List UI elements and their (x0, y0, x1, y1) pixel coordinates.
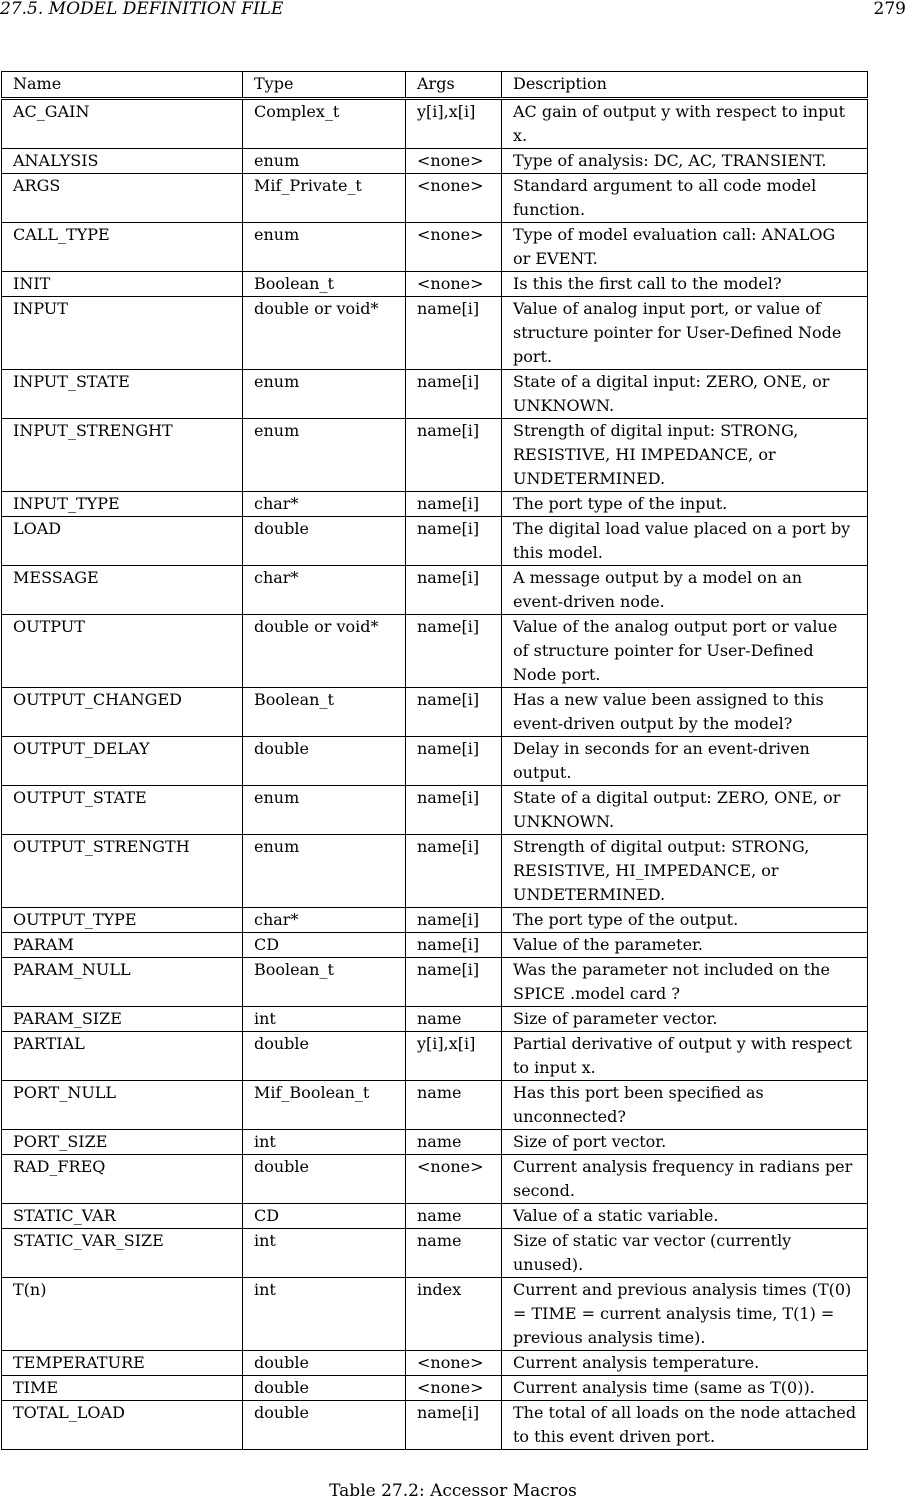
cell-description: Current analysis temperature. (502, 1351, 868, 1376)
table-row (2, 958, 868, 1007)
cell-name: OUTPUT_CHANGED (2, 688, 243, 737)
table-row (2, 419, 868, 492)
table-row (2, 835, 868, 908)
cell-type: Complex_t (243, 100, 406, 149)
cell-name: CALL_TYPE (2, 223, 243, 272)
cell-name: TIME (2, 1376, 243, 1401)
cell-description: Current analysis time (same as T(0)). (502, 1376, 868, 1401)
cell-args: index (406, 1278, 502, 1351)
cell-args: name (406, 1204, 502, 1229)
cell-description: Size of static var vector (currently unused). (502, 1229, 868, 1278)
cell-name: OUTPUT_STATE (2, 786, 243, 835)
cell-description: Delay in seconds for an event-driven output. (502, 737, 868, 786)
cell-args: name[i] (406, 517, 502, 566)
cell-args: <none> (406, 1155, 502, 1204)
cell-args: y[i],x[i] (406, 100, 502, 149)
cell-description: The port type of the input. (502, 492, 868, 517)
cell-type: enum (243, 149, 406, 174)
table-row (2, 1229, 868, 1278)
table-row (2, 737, 868, 786)
cell-name: ARGS (2, 174, 243, 223)
table-row (2, 370, 868, 419)
cell-args: name[i] (406, 615, 502, 688)
cell-args: name (406, 1081, 502, 1130)
cell-description: Value of the parameter. (502, 933, 868, 958)
cell-description: Size of parameter vector. (502, 1007, 868, 1032)
cell-description: A message output by a model on an event-driven node. (502, 566, 868, 615)
cell-args: name (406, 1130, 502, 1155)
cell-args: name (406, 1229, 502, 1278)
cell-args: name[i] (406, 933, 502, 958)
cell-type: double (243, 517, 406, 566)
cell-type: Boolean_t (243, 272, 406, 297)
table-row (2, 1032, 868, 1081)
column-header-description: Description (502, 72, 868, 98)
cell-description: Current analysis frequency in radians per second. (502, 1155, 868, 1204)
cell-description: Strength of digital output: STRONG, RESISTIVE, HI_IMPEDANCE, or UNDETERMINED. (502, 835, 868, 908)
table-row (2, 272, 868, 297)
table-row (2, 1130, 868, 1155)
cell-args: name[i] (406, 908, 502, 933)
table-row (2, 786, 868, 835)
table-row (2, 1155, 868, 1204)
cell-args: <none> (406, 174, 502, 223)
cell-args: name[i] (406, 370, 502, 419)
table-row (2, 492, 868, 517)
column-header-type: Type (243, 72, 406, 98)
table-row (2, 1204, 868, 1229)
cell-name: OUTPUT_DELAY (2, 737, 243, 786)
cell-args: <none> (406, 272, 502, 297)
running-head (0, 0, 906, 21)
cell-type: int (243, 1130, 406, 1155)
cell-type: enum (243, 419, 406, 492)
cell-name: T(n) (2, 1278, 243, 1351)
table-row (2, 174, 868, 223)
cell-description: Partial derivative of output y with respect to input x. (502, 1032, 868, 1081)
cell-description: Current and previous analysis times (T(0) = TIME = current analysis time, T(1) = previous analysis time). (502, 1278, 868, 1351)
cell-description: AC gain of output y with respect to input x. (502, 100, 868, 149)
cell-args: name[i] (406, 297, 502, 370)
cell-name: OUTPUT_TYPE (2, 908, 243, 933)
cell-args: y[i],x[i] (406, 1032, 502, 1081)
cell-args: <none> (406, 1351, 502, 1376)
table-row (2, 1351, 868, 1376)
cell-type: double (243, 1155, 406, 1204)
cell-args: name[i] (406, 835, 502, 908)
cell-type: double (243, 1351, 406, 1376)
table-row (2, 149, 868, 174)
cell-type: Boolean_t (243, 958, 406, 1007)
cell-type: CD (243, 1204, 406, 1229)
cell-args: <none> (406, 149, 502, 174)
cell-name: PARAM_SIZE (2, 1007, 243, 1032)
table-row (2, 297, 868, 370)
cell-type: double (243, 1376, 406, 1401)
table-row (2, 1081, 868, 1130)
cell-type: enum (243, 370, 406, 419)
cell-description: Type of analysis: DC, AC, TRANSIENT. (502, 149, 868, 174)
cell-name: INIT (2, 272, 243, 297)
cell-name: RAD_FREQ (2, 1155, 243, 1204)
cell-description: The total of all loads on the node attached to this event driven port. (502, 1401, 868, 1450)
cell-type: CD (243, 933, 406, 958)
cell-description: The port type of the output. (502, 908, 868, 933)
header-row (2, 72, 868, 98)
cell-args: name[i] (406, 688, 502, 737)
cell-type: int (243, 1007, 406, 1032)
cell-args: name[i] (406, 566, 502, 615)
cell-args: <none> (406, 1376, 502, 1401)
cell-description: State of a digital input: ZERO, ONE, or UNKNOWN. (502, 370, 868, 419)
cell-description: Was the parameter not included on the SPICE .model card ? (502, 958, 868, 1007)
cell-description: Value of analog input port, or value of structure pointer for User-Defined Node port. (502, 297, 868, 370)
cell-description: Size of port vector. (502, 1130, 868, 1155)
accessor-macros-table (1, 99, 868, 1450)
cell-description: Has a new value been assigned to this event-driven output by the model? (502, 688, 868, 737)
cell-name: AC_GAIN (2, 100, 243, 149)
table-row (2, 1278, 868, 1351)
cell-type: double (243, 737, 406, 786)
cell-args: name[i] (406, 419, 502, 492)
cell-type: double or void* (243, 615, 406, 688)
table-row (2, 223, 868, 272)
cell-type: int (243, 1229, 406, 1278)
cell-args: name[i] (406, 1401, 502, 1450)
cell-type: Mif_Boolean_t (243, 1081, 406, 1130)
cell-args: <none> (406, 223, 502, 272)
cell-name: PARAM_NULL (2, 958, 243, 1007)
table-row (2, 517, 868, 566)
cell-name: INPUT_STRENGHT (2, 419, 243, 492)
cell-type: char* (243, 908, 406, 933)
cell-type: double (243, 1032, 406, 1081)
cell-args: name[i] (406, 737, 502, 786)
cell-name: PARTIAL (2, 1032, 243, 1081)
table-header (1, 71, 868, 98)
column-header-name: Name (2, 72, 243, 98)
section-title: 27.5. MODEL DEFINITION FILE (0, 0, 284, 19)
cell-type: Boolean_t (243, 688, 406, 737)
cell-name: MESSAGE (2, 566, 243, 615)
cell-description: The digital load value placed on a port by this model. (502, 517, 868, 566)
cell-type: double (243, 1401, 406, 1450)
table-row (2, 566, 868, 615)
cell-name: LOAD (2, 517, 243, 566)
cell-name: PORT_NULL (2, 1081, 243, 1130)
cell-description: Strength of digital input: STRONG, RESISTIVE, HI IMPEDANCE, or UNDETERMINED. (502, 419, 868, 492)
table-row (2, 1007, 868, 1032)
table-row (2, 933, 868, 958)
cell-type: int (243, 1278, 406, 1351)
cell-type: Mif_Private_t (243, 174, 406, 223)
cell-type: enum (243, 786, 406, 835)
cell-name: INPUT_STATE (2, 370, 243, 419)
cell-type: char* (243, 492, 406, 517)
column-header-args: Args (406, 72, 502, 98)
cell-type: enum (243, 835, 406, 908)
table-row (2, 908, 868, 933)
cell-description: Value of the analog output port or value of structure pointer for User-Defined Node port. (502, 615, 868, 688)
cell-name: PARAM (2, 933, 243, 958)
cell-name: TEMPERATURE (2, 1351, 243, 1376)
table-row (2, 615, 868, 688)
cell-name: INPUT (2, 297, 243, 370)
cell-description: Standard argument to all code model function. (502, 174, 868, 223)
table-row (2, 1376, 868, 1401)
cell-name: STATIC_VAR_SIZE (2, 1229, 243, 1278)
table-row (2, 688, 868, 737)
cell-args: name[i] (406, 786, 502, 835)
cell-args: name[i] (406, 958, 502, 1007)
page-number: 279 (873, 0, 906, 19)
cell-description: Type of model evaluation call: ANALOG or EVENT. (502, 223, 868, 272)
cell-name: OUTPUT (2, 615, 243, 688)
table-row (2, 100, 868, 149)
cell-name: OUTPUT_STRENGTH (2, 835, 243, 908)
table-row (2, 1401, 868, 1450)
cell-args: name (406, 1007, 502, 1032)
table-caption: Table 27.2: Accessor Macros (329, 1481, 577, 1501)
cell-name: INPUT_TYPE (2, 492, 243, 517)
cell-name: ANALYSIS (2, 149, 243, 174)
cell-name: TOTAL_LOAD (2, 1401, 243, 1450)
cell-type: char* (243, 566, 406, 615)
cell-description: Has this port been specified as unconnected? (502, 1081, 868, 1130)
cell-args: name[i] (406, 492, 502, 517)
cell-type: double or void* (243, 297, 406, 370)
cell-name: STATIC_VAR (2, 1204, 243, 1229)
cell-description: State of a digital output: ZERO, ONE, or UNKNOWN. (502, 786, 868, 835)
cell-description: Is this the first call to the model? (502, 272, 868, 297)
cell-type: enum (243, 223, 406, 272)
cell-description: Value of a static variable. (502, 1204, 868, 1229)
cell-name: PORT_SIZE (2, 1130, 243, 1155)
